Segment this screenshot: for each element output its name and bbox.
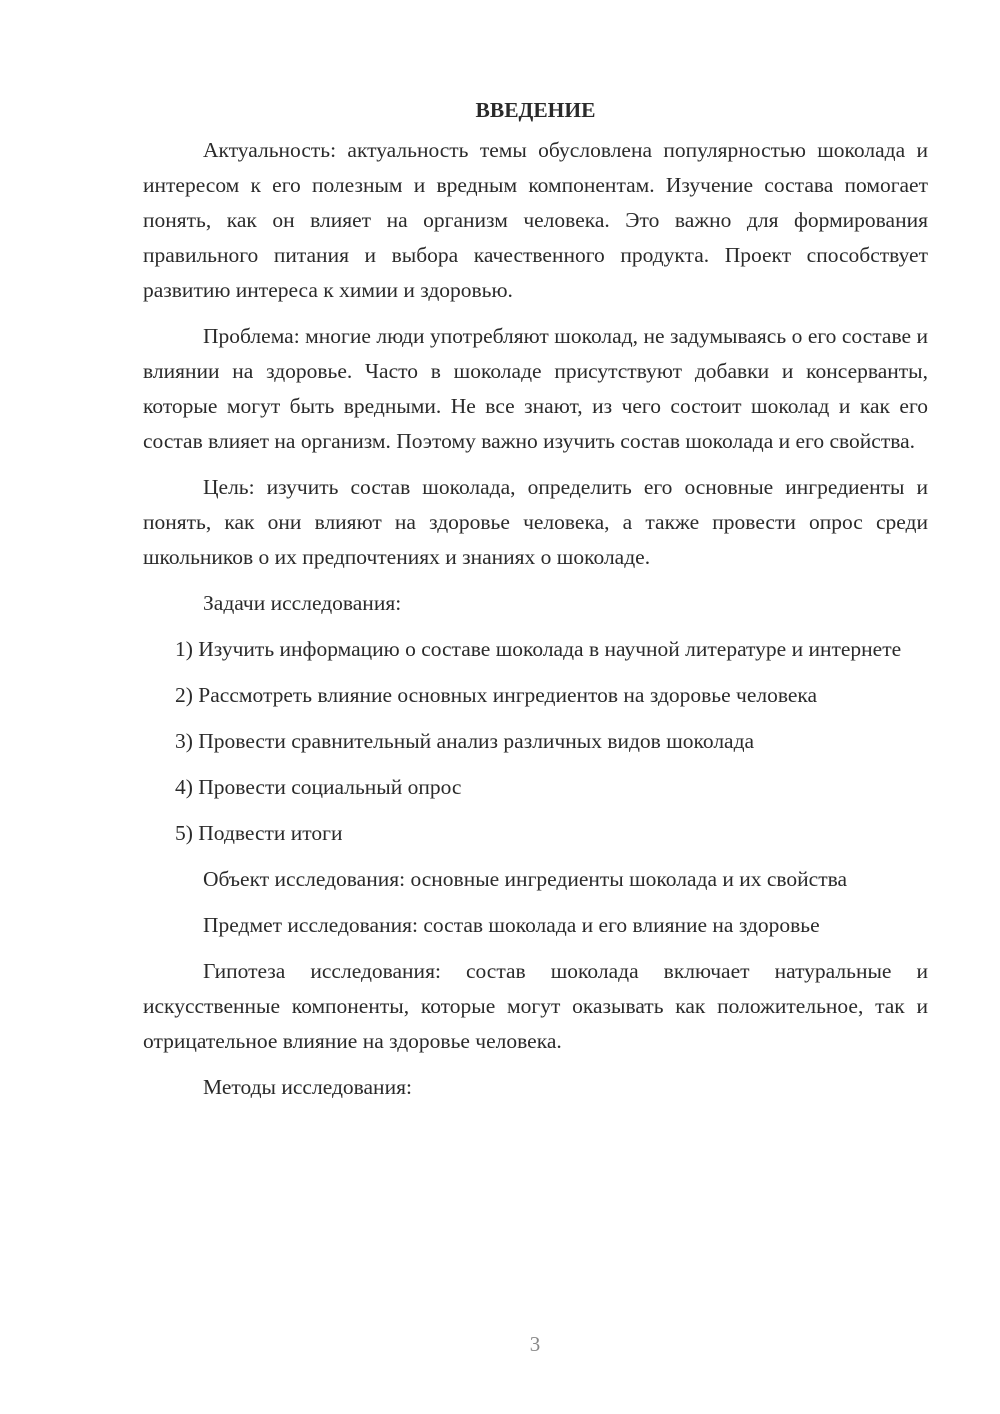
tasks-heading: Задачи исследования: — [203, 591, 402, 615]
task-item-2: 2) Рассмотреть влияние основных ингредиентов на здоровье человека — [175, 683, 818, 707]
page-title: ВВЕДЕНИЕ — [475, 98, 596, 122]
hypothesis-paragraph: Гипотеза исследования: состав шоколада включает натуральные и искусственные компоненты, которые могут оказывать как положительное, так и отрицательное влияние на здоровье человека. — [143, 959, 928, 1053]
methods-heading: Методы исследования: — [203, 1075, 412, 1099]
task-item-1: 1) Изучить информацию о составе шоколада в научной литературе и интернете — [175, 637, 902, 661]
problem-paragraph: Проблема: многие люди употребляют шоколад, не задумываясь о его составе и влиянии на здоровье. Часто в шоколаде присутствуют добавки и консерванты, которые могут быть вредными. Не все знают, из чего состоит шоколад и как его состав влияет на организм. Поэтому важно изучить состав шоколада и его свойства. — [143, 324, 928, 453]
page-number: 3 — [529, 1332, 541, 1356]
relevance-paragraph: Актуальность: актуальность темы обусловлена популярностью шоколада и интересом к его полезным и вредным компонентам. Изучение состава помогает понять, как он влияет на организм человека. Это важно для формирования правильного питания и выбора качественного продукта. Проект способствует развитию интереса к химии и здоровью. — [143, 138, 928, 302]
goal-paragraph: Цель: изучить состав шоколада, определить его основные ингредиенты и понять, как они влияют на здоровье человека, а также провести опрос среди школьников о их предпочтениях и знаниях о шоколаде. — [143, 475, 928, 569]
object-paragraph: Объект исследования: основные ингредиенты шоколада и их свойства — [203, 867, 848, 891]
document-page — [143, 93, 928, 1116]
task-item-5: 5) Подвести итоги — [175, 821, 343, 845]
subject-paragraph: Предмет исследования: состав шоколада и его влияние на здоровье — [203, 913, 820, 937]
task-item-3: 3) Провести сравнительный анализ различных видов шоколада — [175, 729, 755, 753]
task-item-4: 4) Провести социальный опрос — [175, 775, 462, 799]
